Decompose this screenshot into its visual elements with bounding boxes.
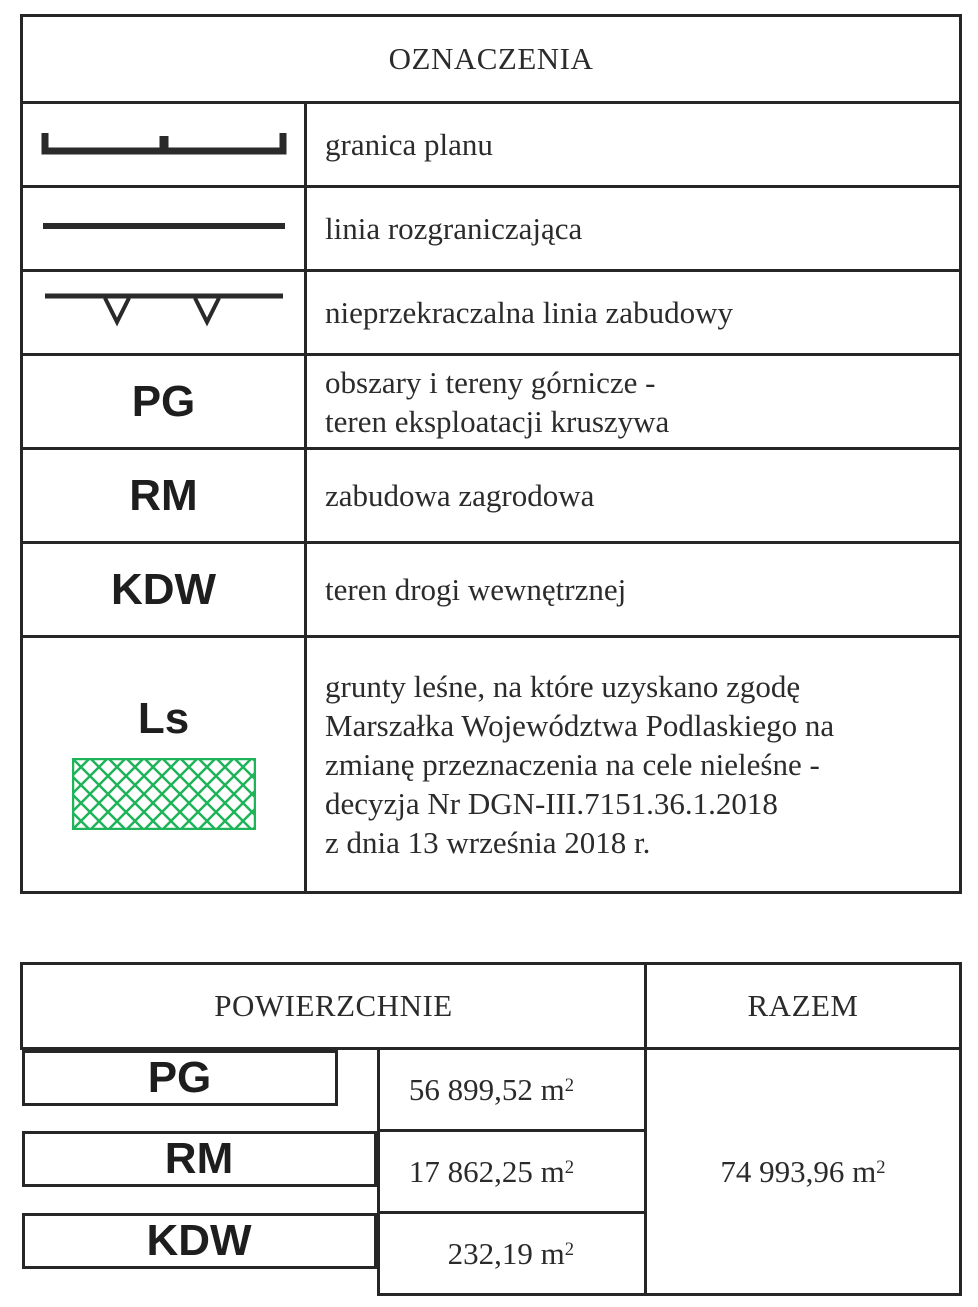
- legend-row-ls: [22, 637, 961, 893]
- legend-table: [20, 14, 962, 894]
- legend-description-line: teren eksploatacji kruszywa: [325, 403, 670, 439]
- legend-description: zabudowa zagrodowa: [325, 478, 595, 513]
- area-unit: m: [540, 1235, 565, 1271]
- total-header: RAZEM: [646, 964, 961, 1049]
- area-unit-exponent: 2: [564, 1074, 574, 1096]
- area-value: 17 862,25: [408, 1153, 533, 1189]
- legend-description-line: Marszałka Województwa Podlaskiego na: [325, 708, 835, 743]
- area-code: PG: [22, 1050, 338, 1106]
- legend-row-plan-boundary: [22, 103, 961, 187]
- legend-description-line: z dnia 13 września 2018 r.: [325, 825, 651, 860]
- area-row-pg: [22, 1049, 961, 1131]
- zone-code: Ls: [137, 694, 190, 743]
- legend-row-kdw: [22, 543, 961, 637]
- area-code: KDW: [22, 1213, 377, 1269]
- zone-code: PG: [131, 376, 196, 426]
- legend-row-building-line: [22, 271, 961, 355]
- forest-hatch-pattern-icon: [72, 758, 256, 830]
- legend-description: linia rozgraniczająca: [325, 211, 583, 246]
- area-unit-exponent: 2: [564, 1156, 574, 1178]
- areas-header: POWIERZCHNIE: [22, 964, 646, 1049]
- area-unit: m: [540, 1153, 565, 1189]
- legend-description: teren drogi wewnętrznej: [325, 572, 627, 607]
- total-unit: m: [852, 1153, 877, 1189]
- area-code: RM: [22, 1131, 377, 1187]
- legend-description-line: zmianę przeznaczenia na cele nieleśne -: [325, 747, 820, 782]
- legend-description-line: decyzja Nr DGN-III.7151.36.1.2018: [325, 786, 778, 821]
- area-value: 232,19: [447, 1235, 533, 1271]
- total-unit-exponent: 2: [876, 1156, 886, 1178]
- legend-description-line: grunty leśne, na które uzyskano zgodę: [325, 669, 801, 704]
- legend-row-rm: [22, 449, 961, 543]
- zone-code: RM: [129, 470, 198, 520]
- area-unit-exponent: 2: [564, 1238, 574, 1260]
- total-value: 74 993,96: [720, 1153, 845, 1189]
- legend-row-dividing-line: [22, 187, 961, 271]
- legend-description-line: obszary i tereny górnicze -: [325, 364, 656, 400]
- zone-code: KDW: [110, 564, 217, 614]
- legend-description: granica planu: [325, 127, 493, 162]
- legend-row-pg: [22, 355, 961, 449]
- area-value: 56 899,52: [408, 1071, 533, 1107]
- legend-title: OZNACZENIA: [22, 16, 961, 103]
- building-line-triangles-icon: [22, 271, 306, 355]
- dividing-line-icon: [22, 187, 306, 271]
- area-unit: m: [540, 1071, 565, 1107]
- plan-boundary-line-icon: [22, 103, 306, 187]
- areas-table: [20, 962, 962, 1296]
- legend-description: nieprzekraczalna linia zabudowy: [325, 295, 733, 330]
